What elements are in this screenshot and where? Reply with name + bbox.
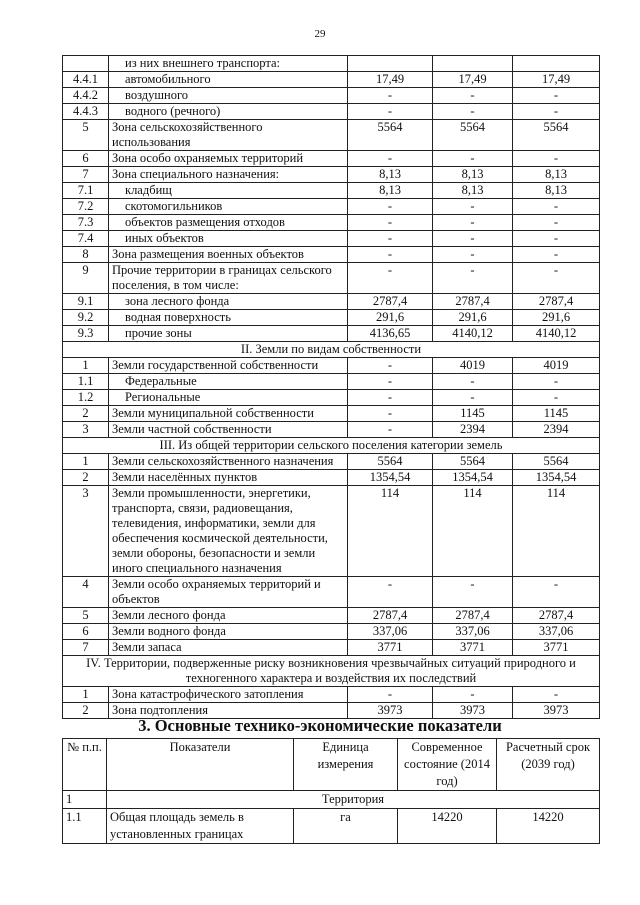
row-value-1: - [348,263,433,294]
row-value-1: 4136,65 [348,326,433,342]
row-name: Земли населённых пунктов [109,470,348,486]
table-row [63,263,600,294]
row-value-1: 291,6 [348,310,433,326]
row-value-3: 1354,54 [513,470,600,486]
row-value-2: - [433,199,513,215]
row-name: Зона сельскохозяйственного использования [109,120,348,151]
row-number: 5 [63,120,109,151]
row-number: 6 [63,151,109,167]
row-number: 2 [63,470,109,486]
table-row [63,454,600,470]
row-value-1: 3771 [348,640,433,656]
row-number: 9.2 [63,310,109,326]
table-row [63,231,600,247]
row-number: 1 [63,358,109,374]
row-value-2: - [433,88,513,104]
header-cell-unit: Единица измерения [294,739,398,791]
table-row [63,88,600,104]
row-number: 7 [63,640,109,656]
row-name: Земли частной собственности [109,422,348,438]
row-number: 3 [63,486,109,577]
row-value-3: 5564 [513,454,600,470]
table-row [63,104,600,120]
row-number: 9.3 [63,326,109,342]
row-value-1: 2787,4 [348,294,433,310]
page-number: 29 [314,28,326,40]
row-value-3: 17,49 [513,72,600,88]
table-row [63,294,600,310]
row-name: прочие зоны [109,326,348,342]
row-value-1: 114 [348,486,433,577]
section-heading: 3. Основные технико-экономические показатели [138,716,502,735]
row-unit: га [294,809,398,844]
row-value-1: 2787,4 [348,608,433,624]
row-value-1: - [348,231,433,247]
row-value-2: 2394 [433,422,513,438]
row-value-3: - [513,247,600,263]
row-value-3: 3973 [513,703,600,719]
row-value-2: - [433,390,513,406]
row-value-3: - [513,263,600,294]
table-row [63,358,600,374]
row-number: 2 [63,406,109,422]
table-row [63,72,600,88]
row-name: Зона специального назначения: [109,167,348,183]
table-row [63,247,600,263]
row-value-3: - [513,151,600,167]
row-value-1: 8,13 [348,183,433,199]
row-value-2: 337,06 [433,624,513,640]
row-value-2: - [433,577,513,608]
row-value-1: - [348,151,433,167]
row-value-2: 3973 [433,703,513,719]
row-value-2: 17,49 [433,72,513,88]
row-value-2: 2787,4 [433,294,513,310]
row-value-1: - [348,390,433,406]
row-value-3: - [513,104,600,120]
table-row [63,470,600,486]
row-value-1: - [348,247,433,263]
row-value-3: 291,6 [513,310,600,326]
row-value-3: - [513,374,600,390]
row-value-3: 2394 [513,422,600,438]
table-row [63,640,600,656]
row-value-3: 8,13 [513,167,600,183]
row-value-2: 8,13 [433,167,513,183]
row-current: 14220 [398,809,497,844]
row-value-2: - [433,687,513,703]
row-value-2: - [433,231,513,247]
row-name: зона лесного фонда [109,294,348,310]
row-name: объектов размещения отходов [109,215,348,231]
header-row [63,739,600,791]
row-value-3: 2787,4 [513,608,600,624]
row-value-3: 4019 [513,358,600,374]
row-value-1 [348,56,433,72]
table-row [63,422,600,438]
table-row [63,486,600,577]
land-use-table [62,55,600,719]
row-name: из них внешнего транспорта: [109,56,348,72]
row-name: скотомогильников [109,199,348,215]
row-value-3: 4140,12 [513,326,600,342]
row-value-2: 4140,12 [433,326,513,342]
row-name: автомобильного [109,72,348,88]
row-name: Земли запаса [109,640,348,656]
row-value-2: 5564 [433,454,513,470]
row-number [63,56,109,72]
row-value-2: 3771 [433,640,513,656]
row-value-1: - [348,406,433,422]
row-number: 2 [63,703,109,719]
row-name: Земли особо охраняемых территорий и объектов [109,577,348,608]
table-row [63,624,600,640]
row-number: 5 [63,608,109,624]
table-row [63,199,600,215]
row-value-3: - [513,231,600,247]
row-value-1: 5564 [348,120,433,151]
row-number: 7.3 [63,215,109,231]
row-value-3: 337,06 [513,624,600,640]
row-name: водного (речного) [109,104,348,120]
row-value-1: - [348,577,433,608]
row-number: 4 [63,577,109,608]
row-value-2: - [433,263,513,294]
table-row [63,608,600,624]
row-value-2: - [433,374,513,390]
row-number: 3 [63,422,109,438]
row-value-2: 4019 [433,358,513,374]
row-name: Прочие территории в границах сельского поселения, в том числе: [109,263,348,294]
row-value-1: 17,49 [348,72,433,88]
row-value-3: - [513,687,600,703]
row-name: Земли сельскохозяйственного назначения [109,454,348,470]
table-row [63,326,600,342]
row-name: Региональные [109,390,348,406]
row-value-1: - [348,199,433,215]
row-number: 6 [63,624,109,640]
row-number: 9 [63,263,109,294]
row-value-2: 114 [433,486,513,577]
row-number: 4.4.2 [63,88,109,104]
section-num: 1 [63,791,107,809]
row-value-3: - [513,577,600,608]
table-row [63,809,600,844]
section-row [63,342,600,358]
row-name: Земли государственной собственности [109,358,348,374]
row-name: Земли муниципальной собственности [109,406,348,422]
section-row [63,656,600,687]
row-number: 8 [63,247,109,263]
row-name: кладбищ [109,183,348,199]
table-row [63,406,600,422]
row-value-2: 8,13 [433,183,513,199]
section-title: III. Из общей территории сельского поселения категории земель [63,438,600,454]
table-row [63,310,600,326]
indicators-table [62,738,600,844]
row-name: Зона подтопления [109,703,348,719]
table-row [63,215,600,231]
row-name: Земли промышленности, энергетики, транспорта, связи, радиовещания, телевидения, информатики, земли для обеспечения космической деятельности, земли обороны, безопасности и земли иного специального назначения [109,486,348,577]
table-row [63,374,600,390]
row-value-1: - [348,88,433,104]
section-title: Территория [107,791,600,809]
row-value-2: - [433,104,513,120]
row-value-3: 2787,4 [513,294,600,310]
row-number: 1.1 [63,374,109,390]
row-value-2: 2787,4 [433,608,513,624]
row-value-1: 337,06 [348,624,433,640]
row-name: Зона размещения военных объектов [109,247,348,263]
row-value-3: - [513,215,600,231]
row-number: 9.1 [63,294,109,310]
row-value-1: 3973 [348,703,433,719]
header-cell-current: Современное состояние (2014 год) [398,739,497,791]
row-number: 1 [63,687,109,703]
row-value-3: 3771 [513,640,600,656]
row-value-2: - [433,247,513,263]
section-row [63,438,600,454]
row-name: водная поверхность [109,310,348,326]
row-value-2: 1354,54 [433,470,513,486]
row-value-2: - [433,215,513,231]
row-number: 7.1 [63,183,109,199]
row-value-3: 8,13 [513,183,600,199]
row-value-2: - [433,151,513,167]
row-value-3 [513,56,600,72]
row-value-1: - [348,215,433,231]
row-number: 1 [63,454,109,470]
row-number: 1.2 [63,390,109,406]
row-value-2: 291,6 [433,310,513,326]
row-number: 7.2 [63,199,109,215]
row-name: Федеральные [109,374,348,390]
row-value-3: 1145 [513,406,600,422]
row-value-1: - [348,374,433,390]
row-value-1: - [348,687,433,703]
table-row [63,687,600,703]
row-number: 7.4 [63,231,109,247]
section-title: IV. Территории, подверженные риску возникновения чрезвычайных ситуаций природного и техногенного характера и воздействия их последствий [63,656,600,687]
row-value-3: 114 [513,486,600,577]
row-value-1: 5564 [348,454,433,470]
row-value-3: - [513,390,600,406]
row-name: Зона катастрофического затопления [109,687,348,703]
row-value-2: 1145 [433,406,513,422]
row-value-3: 5564 [513,120,600,151]
row-number: 4.4.1 [63,72,109,88]
row-value-1: 1354,54 [348,470,433,486]
table-row [63,151,600,167]
header-cell-forecast: Расчетный срок (2039 год) [497,739,600,791]
section-title: II. Земли по видам собственности [63,342,600,358]
table-row [63,390,600,406]
row-name: Зона особо охраняемых территорий [109,151,348,167]
row-value-1: 8,13 [348,167,433,183]
row-forecast: 14220 [497,809,600,844]
header-cell-indicator: Показатели [107,739,294,791]
row-name: иных объектов [109,231,348,247]
section-row [63,791,600,809]
row-value-3: - [513,88,600,104]
row-value-2: 5564 [433,120,513,151]
row-value-1: - [348,422,433,438]
header-cell-num: № п.п. [63,739,107,791]
row-num: 1.1 [63,809,107,844]
table-row [63,577,600,608]
row-number: 4.4.3 [63,104,109,120]
row-value-1: - [348,358,433,374]
row-name: воздушного [109,88,348,104]
table-row [63,167,600,183]
row-value-1: - [348,104,433,120]
table-row [63,56,600,72]
table-row [63,183,600,199]
row-indicator: Общая площадь земель в установленных границах [107,809,294,844]
row-name: Земли лесного фонда [109,608,348,624]
row-value-3: - [513,199,600,215]
row-value-2 [433,56,513,72]
row-number: 7 [63,167,109,183]
row-name: Земли водного фонда [109,624,348,640]
table-row [63,120,600,151]
